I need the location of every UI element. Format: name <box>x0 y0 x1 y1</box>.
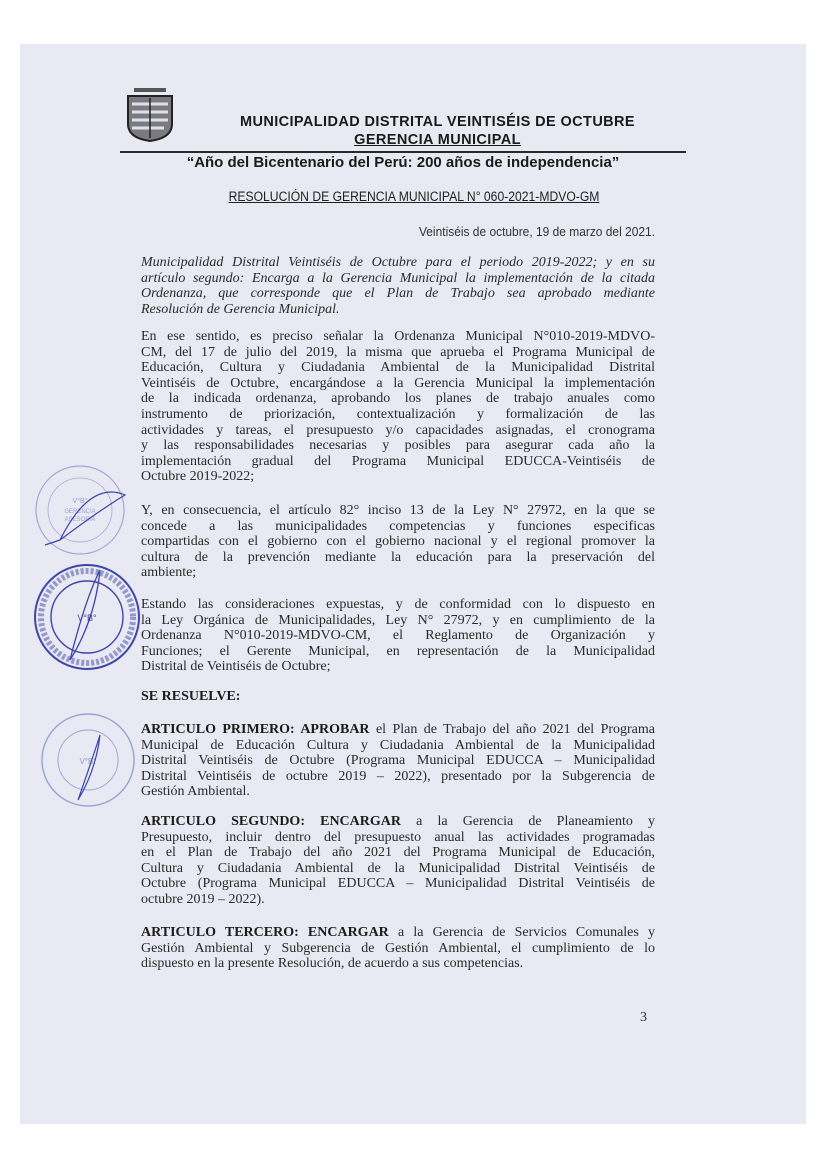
paragraph-line: Y, en consecuencia, el artículo 82° inciso 13 de la Ley N° 27972, en la que se <box>141 503 655 518</box>
paragraph-line: y las responsabilidades necesarias y posibles para asegurar cada año la <box>141 438 655 454</box>
page-number: 3 <box>640 1010 647 1025</box>
article-lead: ARTICULO TERCERO: ENCARGAR <box>141 925 389 940</box>
paragraph-line: Veintiséis de Octubre, encargándose a la Gerencia Municipal la implementación <box>141 375 655 391</box>
article-line: Presupuesto, incluir dentro del presupuesto anual las actividades programadas <box>141 829 655 845</box>
body-paragraph <box>141 329 655 485</box>
article-line: octubre 2019 – 2022). <box>141 891 265 907</box>
institution-name: MUNICIPALIDAD DISTRITAL VEINTISÉIS DE OCTUBRE <box>239 114 635 130</box>
paragraph-line: CM, del 17 de julio del 2019, la misma que aprueba el Programa Municipal de <box>141 344 655 360</box>
year-motto: “Año del Bicentenario del Perú: 200 años de independencia” <box>186 154 620 171</box>
paragraph-line: ambiente; <box>141 565 197 581</box>
article-line: Gestión Ambiental. <box>141 784 250 800</box>
paragraph-line: concede a las municipalidades competencias y funciones especificas <box>141 518 655 534</box>
paragraph-line: compartidas con el gobierno con el gobierno nacional y el regional promover la <box>141 534 655 550</box>
body-paragraph <box>141 255 655 317</box>
paragraph-line: Ordenanza, que corresponde que el Plan de Trabajo sea aprobado mediante <box>141 286 655 302</box>
article-line: Cultura y Ciudadania Ambiental de la Municipalidad Distrital Veintiséis de <box>141 860 655 876</box>
svg-text:V°B°: V°B° <box>72 498 88 505</box>
article-1 <box>141 722 655 800</box>
municipal-crest-logo <box>124 88 176 142</box>
department-name: GERENCIA MUNICIPAL <box>354 132 521 148</box>
article-3 <box>141 925 655 972</box>
article-line: Municipal de Educación Cultura y Ciudadania Ambiental de la Municipalidad <box>141 737 655 753</box>
article-line: en el Plan de Trabajo del año 2021 del Programa Municipal de Educación, <box>141 845 655 861</box>
header-divider <box>120 151 686 153</box>
date-line: Veintiséis de octubre, 19 de marzo del 2021. <box>418 224 655 239</box>
paragraph-line: Octubre 2019-2022; <box>141 469 255 485</box>
resolve-heading: SE RESUELVE: <box>141 689 241 704</box>
paragraph-line: cultura de la prevención mediante la educación para la preservación del <box>141 549 655 565</box>
article-2 <box>141 814 655 908</box>
paragraph-line: Distrital de Veintiséis de Octubre; <box>141 659 331 675</box>
paragraph-line: instrumento de priorización, contextualización y formalización de las <box>141 406 655 422</box>
paragraph-line: Ordenanza N°010-2019-MDVO-CM, el Reglamento de Organización y <box>141 628 655 644</box>
article-line: dispuesto en la presente Resolución, de acuerdo a sus competencias. <box>141 956 524 972</box>
article-text: el Plan de Trabajo del año 2021 del Programa <box>375 722 655 737</box>
article-line: Gestión Ambiental y Subgerencia de Gestión Ambiental, el cumplimiento de lo <box>141 940 655 956</box>
article-lead: ARTICULO PRIMERO: APROBAR <box>141 722 370 737</box>
paragraph-line: Estando las consideraciones expuestas, y de conformidad con lo dispuesto en <box>141 597 655 612</box>
svg-text:V°B°: V°B° <box>77 613 97 623</box>
body-paragraph <box>141 503 655 581</box>
article-line <box>141 814 655 830</box>
paragraph-line: implementación gradual del Programa Municipal EDUCCA-Veintiséis de <box>141 453 655 469</box>
resolution-title: RESOLUCIÓN DE GERENCIA MUNICIPAL N° 060-2021-MDVO-GM <box>228 189 600 204</box>
article-text: a la Gerencia de Planeamiento y <box>416 814 655 829</box>
paragraph-line: En ese sentido, es preciso señalar la Ordenanza Municipal N°010-2019-MDVO- <box>141 329 655 344</box>
svg-text:ASESORIA: ASESORIA <box>64 517 96 523</box>
paragraph-line: la Ley Orgánica de Municipalidades, Ley N° 27972, y en cumplimiento de la <box>141 612 655 628</box>
svg-text:V°B°: V°B° <box>79 757 97 766</box>
article-line: Octubre (Programa Municipal EDUCCA – Municipalidad Distrital Veintiséis de <box>141 876 655 892</box>
paragraph-line: de la indicada ordenanza, aprobando los planes de trabajo anuales como <box>141 391 655 407</box>
body-paragraph <box>141 597 655 675</box>
article-line: Distrital Veintiséis de octubre 2019 – 2022), presentado por la Subgerencia de <box>141 768 655 784</box>
article-line <box>141 722 655 738</box>
article-lead: ARTICULO SEGUNDO: ENCARGAR <box>141 814 401 829</box>
paragraph-line: Funciones; el Gerente Municipal, en representación de la Municipalidad <box>141 643 655 659</box>
paragraph-line: Resolución de Gerencia Municipal. <box>141 301 340 317</box>
paragraph-line: Educación, Cultura y Ciudadania Ambiental de la Municipalidad Distrital <box>141 360 655 376</box>
paragraph-line: actividades y tareas, el presupuesto y/o capacidades asignadas, el cronograma <box>141 422 655 438</box>
paragraph-line: Municipalidad Distrital Veintiséis de Octubre para el periodo 2019-2022; y en su <box>141 255 655 270</box>
svg-text:GERENCIA: GERENCIA <box>64 509 96 515</box>
article-line: Distrital Veintiséis de Octubre (Programa Municipal EDUCCA – Municipalidad <box>141 753 655 769</box>
article-line <box>141 925 655 941</box>
article-text: a la Gerencia de Servicios Comunales y <box>397 925 655 940</box>
paragraph-line: artículo segundo: Encarga a la Gerencia Municipal la implementación de la citada <box>141 270 655 286</box>
